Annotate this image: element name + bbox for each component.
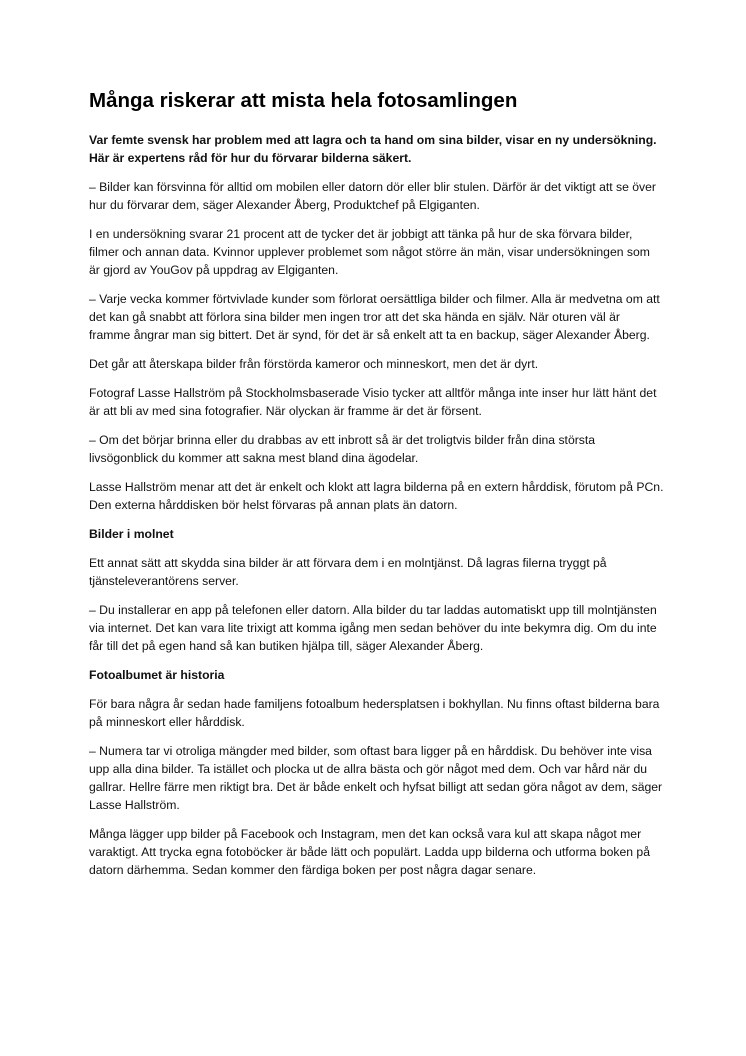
paragraph: – Du installerar en app på telefonen eller datorn. Alla bilder du tar laddas automatiskt upp till molntjänsten via internet. Det kan vara lite trixigt att komma igång men sedan behöver du inte bekymra dig. Om du inte får till det på egen hand så kan butiken hjälpa till, säger Alexander Åberg. — [89, 603, 657, 653]
paragraph: För bara några år sedan hade familjens fotoalbum hedersplatsen i bokhyllan. Nu finns oftast bilderna bara på minneskort eller hårddisk. — [89, 697, 660, 729]
article-title: Många riskerar att mista hela fotosamlingen — [89, 89, 518, 112]
paragraph: – Om det börjar brinna eller du drabbas av ett inbrott så är det troligtvis bilder från dina största livsögonblick du kommer att sakna mest bland dina ägodelar. — [89, 433, 596, 465]
article-lead: Var femte svensk har problem med att lagra och ta hand om sina bilder, visar en ny undersökning. Här är expertens råd för hur du förvarar bilderna säkert. — [89, 133, 657, 165]
section-heading-fotoalbumet: Fotoalbumet är historia — [89, 668, 225, 682]
paragraph: Många lägger upp bilder på Facebook och Instagram, men det kan också vara kul att skapa något mer varaktigt. Att trycka egna fotoböcker är både lätt och populärt. Ladda upp bilderna och utforma boken på datorn därhemma. Sedan kommer den färdiga boken per post några dagar senare. — [89, 827, 650, 877]
paragraph: Fotograf Lasse Hallström på Stockholmsbaserade Visio tycker att alltför många inte inser hur lätt hänt det är att bli av med sina fotografier. När olyckan är framme är det är försent. — [89, 386, 657, 418]
document-page — [89, 88, 664, 890]
paragraph: Ett annat sätt att skydda sina bilder är att förvara dem i en molntjänst. Då lagras filerna tryggt på tjänsteleverantörens server. — [89, 556, 607, 588]
section-heading-bilder-i-molnet: Bilder i molnet — [89, 527, 174, 541]
paragraph: Det går att återskapa bilder från förstörda kameror och minneskort, men det är dyrt. — [89, 357, 539, 371]
paragraph: Lasse Hallström menar att det är enkelt och klokt att lagra bilderna på en extern hårddisk, förutom på PCn. Den externa hårddisken bör helst förvaras på annan plats än datorn. — [89, 480, 664, 512]
paragraph: I en undersökning svarar 21 procent att de tycker det är jobbigt att tänka på hur de ska förvara bilder, filmer och annan data. Kvinnor upplever problemet som något större än män, visar undersökningen som är gjord av YouGov på uppdrag av Elgiganten. — [89, 227, 650, 277]
paragraph: – Bilder kan försvinna för alltid om mobilen eller datorn dör eller blir stulen. Därför är det viktigt att se över hur du förvarar dem, säger Alexander Åberg, Produktchef på Elgiganten. — [89, 180, 656, 212]
paragraph: – Numera tar vi otroliga mängder med bilder, som oftast bara ligger på en hårddisk. Du behöver inte visa upp alla dina bilder. Ta istället och plocka ut de allra bästa och gör något med dem. Och var hård när du gallrar. Hellre färre men riktigt bra. Det är både enkelt och hyfsat billigt att sedan göra något av dem, säger Lasse Hallström. — [89, 744, 663, 812]
paragraph: – Varje vecka kommer förtvivlade kunder som förlorat oersättliga bilder och filmer. Alla är medvetna om att det kan gå snabbt att förlora sina bilder men ingen tror att det ska hända en själv. När oturen väl är framme ångrar man sig bittert. Det är synd, för det är så enkelt att ta en backup, säger Alexander Åberg. — [89, 292, 660, 342]
